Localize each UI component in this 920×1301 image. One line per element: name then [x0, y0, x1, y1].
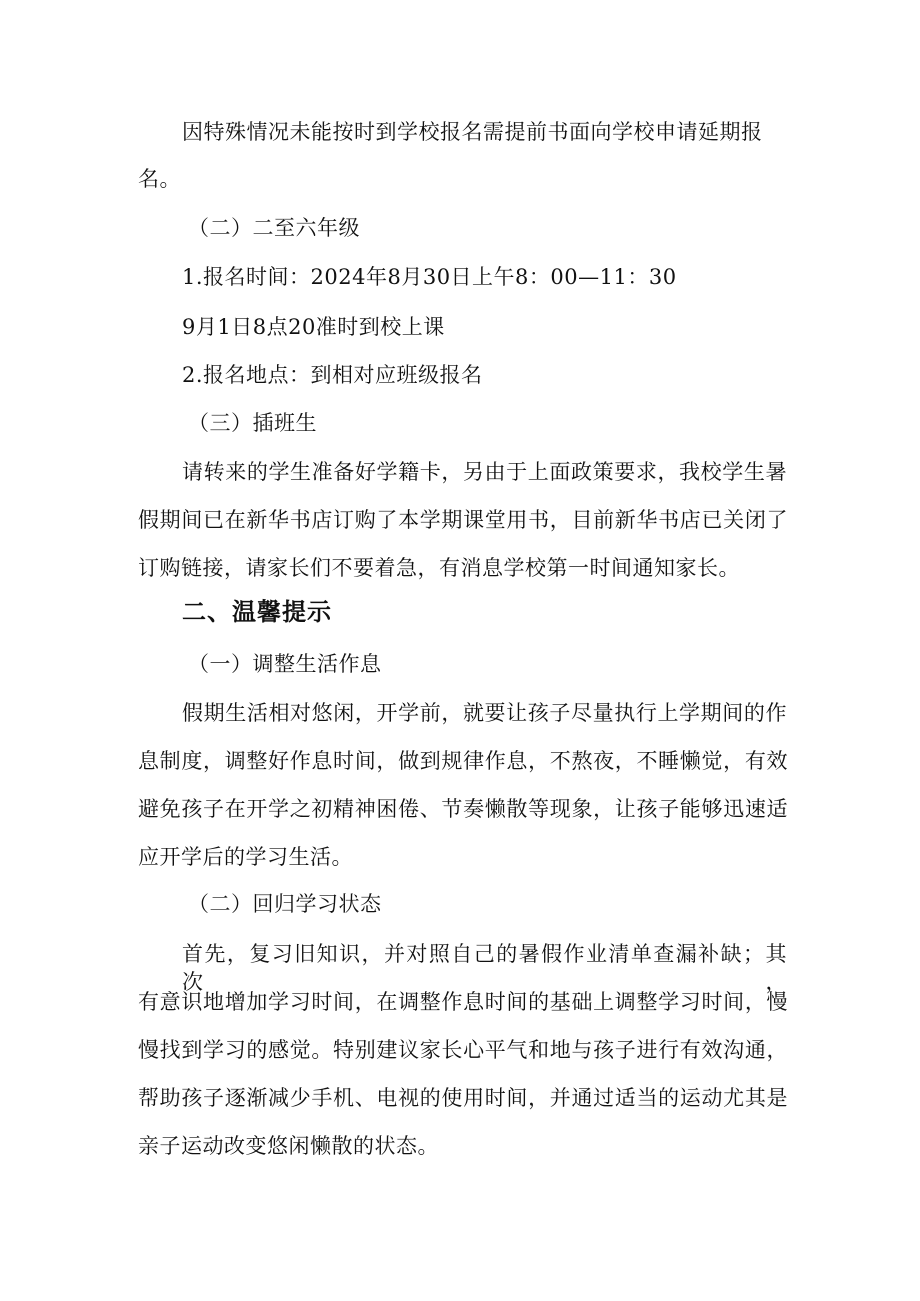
text-line: 名。 — [138, 167, 181, 191]
text-line: 假期生活相对悠闲，开学前，就要让孩子尽量执行上学期间的作 — [182, 701, 787, 725]
text-line: 9月1日8点20准时到校上课 — [182, 315, 445, 339]
text-line: 1.报名时间：2024年8月30日上午8：00—11：30 — [182, 265, 677, 289]
text-line: 首先，复习旧知识，并对照自己的暑假作业清单查漏补缺；其次， — [182, 942, 787, 994]
text-line: 慢找到学习的感觉。特别建议家长心平气和地与孩子进行有效沟通， — [138, 1038, 788, 1062]
text-line: 帮助孩子逐渐减少手机、电视的使用时间，并通过适当的运动尤其是 — [138, 1086, 788, 1110]
section-heading: 二、温馨提示 — [182, 598, 332, 626]
text-line: 2.报名地点：到相对应班级报名 — [182, 363, 483, 387]
text-line: 请转来的学生准备好学籍卡，另由于上面政策要求，我校学生暑 — [182, 460, 787, 484]
subsection-heading: （二）回归学习状态 — [188, 892, 382, 916]
text-line: 因特殊情况未能按时到学校报名需提前书面向学校申请延期报 — [182, 120, 763, 144]
text-line: 假期间已在新华书店订购了本学期课堂用书，目前新华书店已关闭了 — [138, 508, 788, 532]
subsection-heading: （一）调整生活作息 — [188, 652, 382, 676]
text-line: 息制度，调整好作息时间，做到规律作息，不熬夜，不睡懒觉，有效 — [138, 749, 788, 773]
subsection-heading: （三）插班生 — [188, 411, 317, 435]
text-line: 避免孩子在开学之初精神困倦、节奏懒散等现象，让孩子能够迅速适 — [138, 797, 788, 821]
text-line: 订购链接，请家长们不要着急，有消息学校第一时间通知家长。 — [138, 556, 740, 580]
text-line: 应开学后的学习生活。 — [138, 845, 353, 869]
text-line: 亲子运动改变悠闲懒散的状态。 — [138, 1134, 439, 1158]
text-line: 有意识地增加学习时间，在调整作息时间的基础上调整学习时间，慢 — [138, 990, 788, 1014]
subsection-heading: （二）二至六年级 — [188, 216, 360, 240]
